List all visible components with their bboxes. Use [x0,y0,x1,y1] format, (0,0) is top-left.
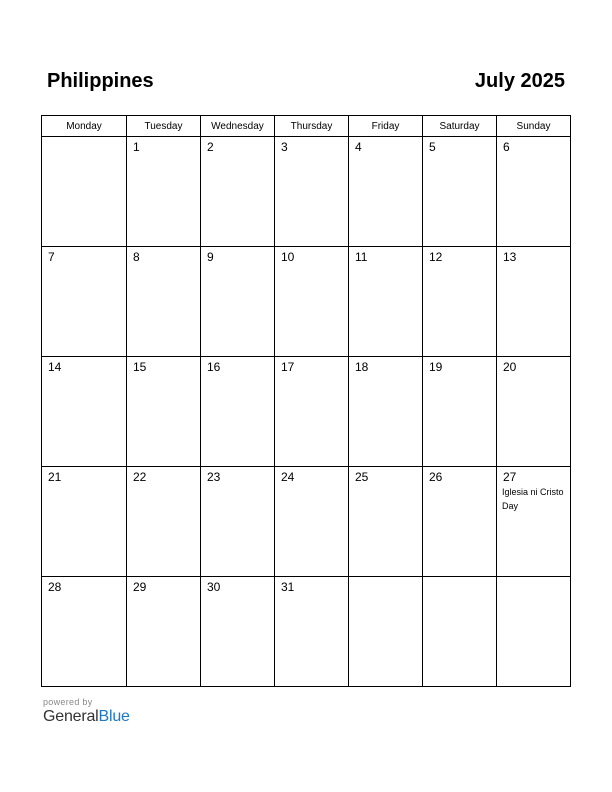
day-number: 17 [281,360,295,374]
day-cell [42,247,127,357]
day-cell [349,577,423,687]
day-number: 12 [429,250,443,264]
day-cell [497,357,571,467]
day-cell [201,357,275,467]
day-cell [423,137,497,247]
day-number: 10 [281,250,295,264]
day-cell [201,467,275,577]
footer-branding [43,697,130,726]
holiday-label: Iglesia ni Cristo Day [502,487,564,511]
day-number [349,577,422,580]
day-number: 9 [207,250,214,264]
week-row [42,357,571,467]
day-number: 1 [133,140,140,154]
day-number: 26 [429,470,443,484]
week-row [42,247,571,357]
day-number: 27 [503,470,517,484]
day-number [423,577,496,580]
day-number: 2 [207,140,214,154]
day-number: 25 [355,470,369,484]
day-number: 19 [429,360,443,374]
day-number: 18 [355,360,369,374]
weekday-header: Wednesday [201,116,275,137]
day-number: 14 [48,360,62,374]
weekday-header: Monday [42,116,127,137]
day-cell [349,137,423,247]
day-number [42,137,126,140]
day-cell [201,247,275,357]
day-number: 15 [133,360,147,374]
powered-by-text: powered by [43,697,93,707]
week-row [42,467,571,577]
day-cell [275,577,349,687]
week-row [42,137,571,247]
day-cell [42,467,127,577]
day-number: 28 [48,580,62,594]
day-cell [201,137,275,247]
day-cell [349,467,423,577]
logo-text-general: General [43,708,99,725]
day-number: 30 [207,580,221,594]
day-cell [349,247,423,357]
day-cell [423,467,497,577]
weekday-header: Sunday [497,116,571,137]
weekday-header: Thursday [275,116,349,137]
weekday-header-row [42,116,571,137]
day-number: 29 [133,580,147,594]
day-cell [497,467,571,577]
day-cell [423,357,497,467]
day-cell [275,357,349,467]
country-title: Philippines [47,70,154,92]
weekday-header: Tuesday [127,116,201,137]
day-cell [497,247,571,357]
day-cell [127,357,201,467]
day-number: 22 [133,470,147,484]
month-title: July 2025 [474,70,565,92]
day-cell [42,137,127,247]
day-number: 4 [355,140,362,154]
day-number: 21 [48,470,62,484]
day-number: 8 [133,250,140,264]
day-cell [127,577,201,687]
day-number: 5 [429,140,436,154]
day-number: 11 [355,250,368,264]
day-number: 16 [207,360,221,374]
day-cell [275,467,349,577]
day-cell [127,137,201,247]
day-number: 13 [503,250,517,264]
day-cell [497,577,571,687]
day-number: 20 [503,360,517,374]
calendar-grid [41,115,571,687]
day-number: 24 [281,470,295,484]
day-cell [42,577,127,687]
day-cell [349,357,423,467]
day-cell [127,247,201,357]
day-number: 6 [503,140,510,154]
day-number: 31 [281,580,295,594]
day-cell [42,357,127,467]
day-cell [201,577,275,687]
generalblue-logo[interactable] [43,708,130,726]
day-number: 23 [207,470,221,484]
weekday-header: Friday [349,116,423,137]
day-cell [497,137,571,247]
logo-text-blue: Blue [98,708,130,725]
day-number: 3 [281,140,288,154]
day-cell [275,247,349,357]
day-cell [275,137,349,247]
week-row [42,577,571,687]
day-number: 7 [48,250,55,264]
day-number [497,577,570,580]
weekday-header: Saturday [423,116,497,137]
day-cell [127,467,201,577]
day-cell [423,577,497,687]
day-cell [423,247,497,357]
